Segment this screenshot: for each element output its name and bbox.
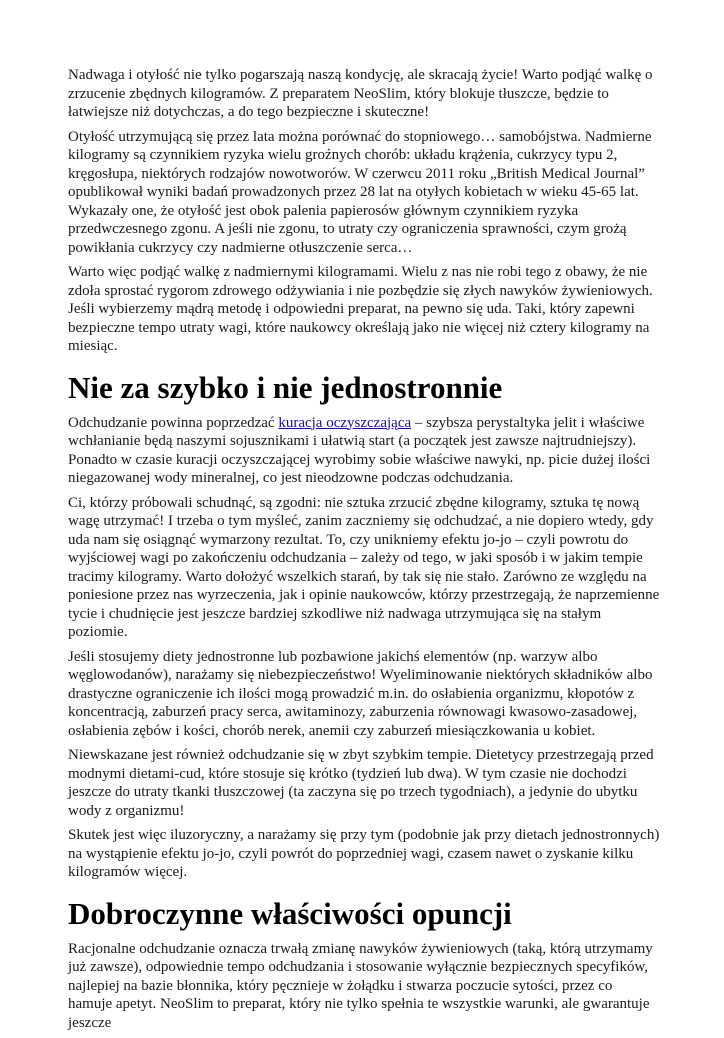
section1-paragraph-4: Niewskazane jest również odchudzanie się w zbyt szybkim tempie. Dietetycy przestrzegają przed modnymi dietami-cud, które stosuje się krótko (tydzień lub dwa). W tym czasie nie dochodzi jeszcze do utraty tkanki tłuszczowej (ta zaczyna się po trzech tygodniach), a jedynie do ubytku wody z organizmu!	[68, 747, 654, 819]
section1-paragraph-5: Skutek jest więc iluzoryczny, a narażamy się przy tym (podobnie jak przy dietach jednostronnych) na wystąpienie efektu jo-jo, czyli powrót do poprzedniej wagi, czasem nawet o zyskanie kilku kilogramów więcej.	[68, 827, 660, 880]
intro-paragraph-2: Otyłość utrzymującą się przez lata można porównać do stopniowego… samobójstwa. Nadmierne kilogramy są czynnikiem ryzyka wielu groźnych chorób: układu krążenia, cukrzycy typu 2, kręgosłupa, niektórych rodzajów nowotworów. W czerwcu 2011 roku „British Medical Journal” opublikował wyniki badań prowadzonych przez 28 lat na otyłych kobietach w wieku 45-65 lat. Wykazały one, że otyłość jest obok palenia papierosów głównym czynnikiem ryzyka przedwczesnego zgonu. A jeśli nie zgonu, to utraty czy ograniczenia sprawności, czym grożą powikłania cukrzycy czy nadmierne otłuszczenie serca…	[68, 128, 652, 256]
section1-p1-text-after: – szybsza perystaltyka jelit i właściwe wchłanianie będą naszymi sojusznikami i ułatwią start (a początek jest zawsze najtrudniejszy). Ponadto w czasie kuracji oczyszczającej wyrobimy sobie właściwe nawyki, np. picie dużej ilości niegazowanej wody mineralnej, co jest nieodzowne podczas odchudzania.	[68, 414, 651, 486]
section-heading-2: Dobroczynne właściwości opuncji	[68, 895, 512, 931]
document-page	[68, 66, 660, 1038]
intro-paragraph-1: Nadwaga i otyłość nie tylko pogarszają naszą kondycję, ale skracają życie! Warto podjąć walkę o zrzucenie zbędnych kilogramów. Z preparatem NeoSlim, który blokuje tłuszcze, będzie to łatwiejsze niż dotychczas, a do tego bezpieczne i skuteczne!	[68, 67, 653, 120]
section-heading-1: Nie za szybko i nie jednostronnie	[68, 369, 503, 405]
section1-p1-text-before: Odchudzanie powinna poprzedzać	[68, 414, 279, 431]
section1-paragraph-3: Jeśli stosujemy diety jednostronne lub pozbawione jakichś elementów (np. warzyw albo węglowodanów), narażamy się niebezpieczeństwo! Wyeliminowanie niektórych składników albo drastyczne ograniczenie ich ilości mogą prowadzić m.in. do osłabienia organizmu, kłopotów z koncentracją, zaburzeń pracy serca, awitaminozy, zaburzenia równowagi kwasowo-zasadowej, osłabienia zębów i kości, chorób nerek, anemii czy zaburzeń miesiączkowania u kobiet.	[68, 648, 653, 739]
intro-paragraph-3: Warto więc podjąć walkę z nadmiernymi kilogramami. Wielu z nas nie robi tego z obawy, że nie zdoła sprostać rygorom zdrowego odżywiania i nie pozbędzie się złych nawyków żywieniowych. Jeśli wybierzemy mądrą metodę i odpowiedni preparat, na pewno się uda. Taki, który zapewni bezpieczne tempo utraty wagi, które naukowcy określają jako nie więcej niż cztery kilogramy na miesiąc.	[68, 264, 653, 354]
section1-paragraph-1	[68, 414, 660, 488]
section1-paragraph-2: Ci, którzy próbowali schudnąć, są zgodni: nie sztuka zrzucić zbędne kilogramy, sztuka tę nową wagę utrzymać! I trzeba o tym myśleć, zanim zaczniemy się odchudzać, a nie dopiero wtedy, gdy uda nam się osiągnąć wymarzony rezultat. To, czy unikniemy efektu jo-jo – czyli powrotu do wyjściowej wagi po zakończeniu odchudzania – zależy od tego, w jaki sposób i w jakim tempie tracimy kilogramy. Warto dołożyć wszelkich starań, by tak się nie stało. Zarówno ze względu na poniesione przez nas wyrzeczenia, jak i opinie naukowców, którzy przestrzegają, że naprzemienne tycie i chudnięcie jest jeszcze bardziej szkodliwe niż nadwaga utrzymująca się na stałym poziomie.	[68, 494, 660, 640]
section2-paragraph-1: Racjonalne odchudzanie oznacza trwałą zmianę nawyków żywieniowych (taką, którą utrzymamy już zawsze), odpowiednie tempo odchudzania i stosowanie wyłącznie bezpiecznych specyfików, najlepiej na bazie błonnika, który pęcznieje w żołądku i stwarza poczucie sytości, przez co hamuje apetyt. NeoSlim to preparat, który nie tylko spełnia te wszystkie warunki, ale gwarantuje jeszcze	[68, 940, 653, 1031]
cleansing-cure-link[interactable]: kuracja oczyszczająca	[278, 414, 412, 431]
